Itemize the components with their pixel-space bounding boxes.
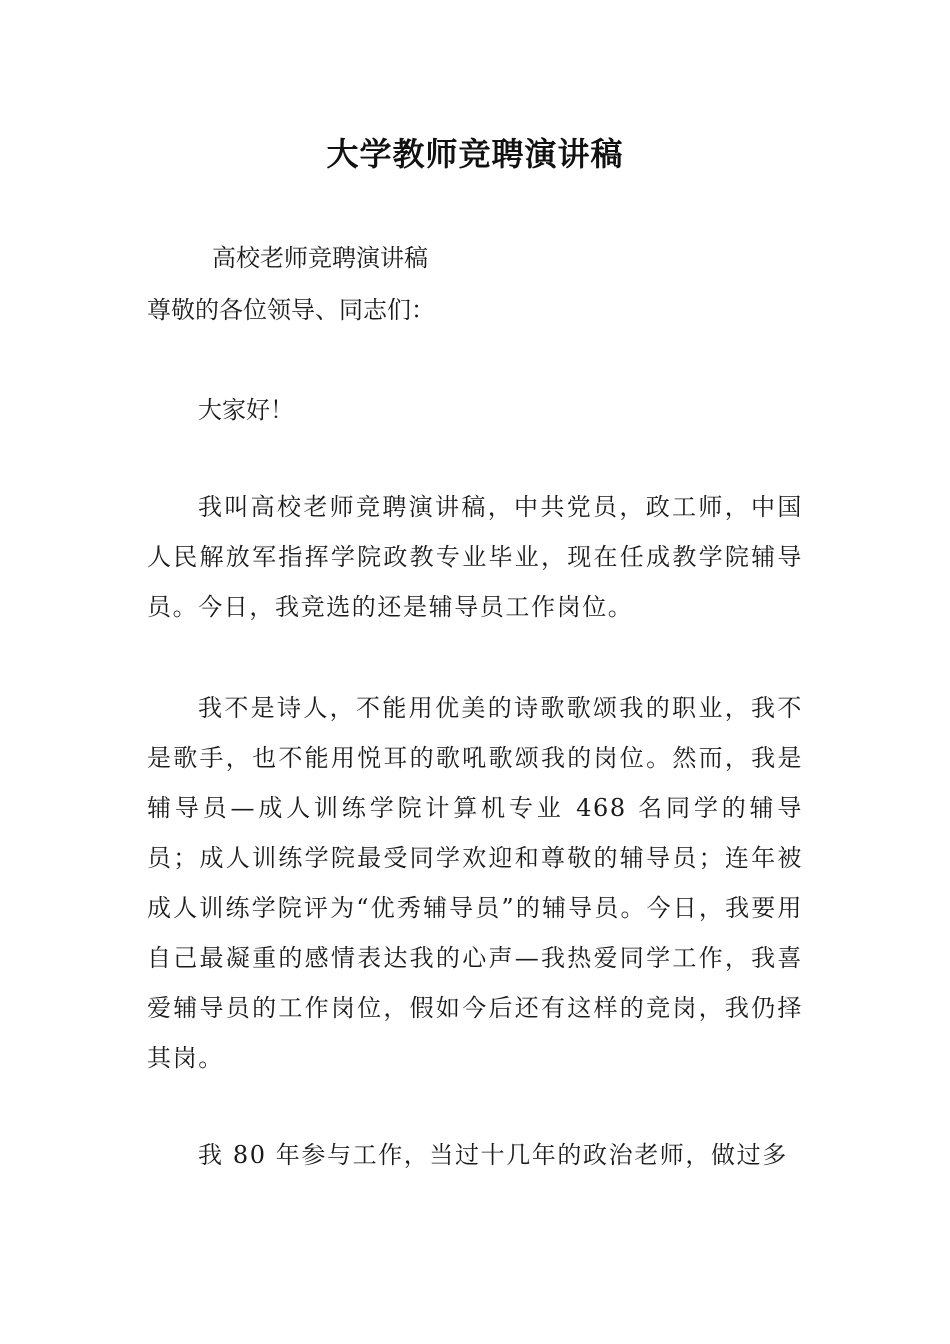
paragraph-3: 我 80 年参与工作，当过十几年的政治老师，做过多 — [198, 1141, 788, 1169]
greeting: 大家好！ — [198, 396, 294, 424]
document-title: 大学教师竞聘演讲稿 — [326, 135, 624, 173]
document-subtitle: 高校老师竞聘演讲稿 — [212, 244, 428, 272]
paragraph-1: 我叫高校老师竞聘演讲稿，中共党员，政工师，中国人民解放军指挥学院政教专业毕业，现在任成教学院辅导员。今日，我竞选的还是辅导员工作岗位。 — [147, 493, 803, 621]
paragraph-2: 我不是诗人，不能用优美的诗歌歌颂我的职业，我不是歌手，也不能用悦耳的歌吼歌颂我的岗位。然而，我是辅导员—成人训练学院计算机专业 468 名同学的辅导员；成人训练学院最受同学欢迎和尊敬的辅导员；连年被成人训练学院评为“优秀辅导员”的辅导员。今日，我要用自己最凝重的感情表达我的心声—我热爱同学工作，我喜爱辅导员的工作岗位，假如今后还有这样的竞岗，我仍择其岗。 — [147, 694, 803, 1072]
salutation: 尊敬的各位领导、同志们： — [147, 296, 435, 324]
